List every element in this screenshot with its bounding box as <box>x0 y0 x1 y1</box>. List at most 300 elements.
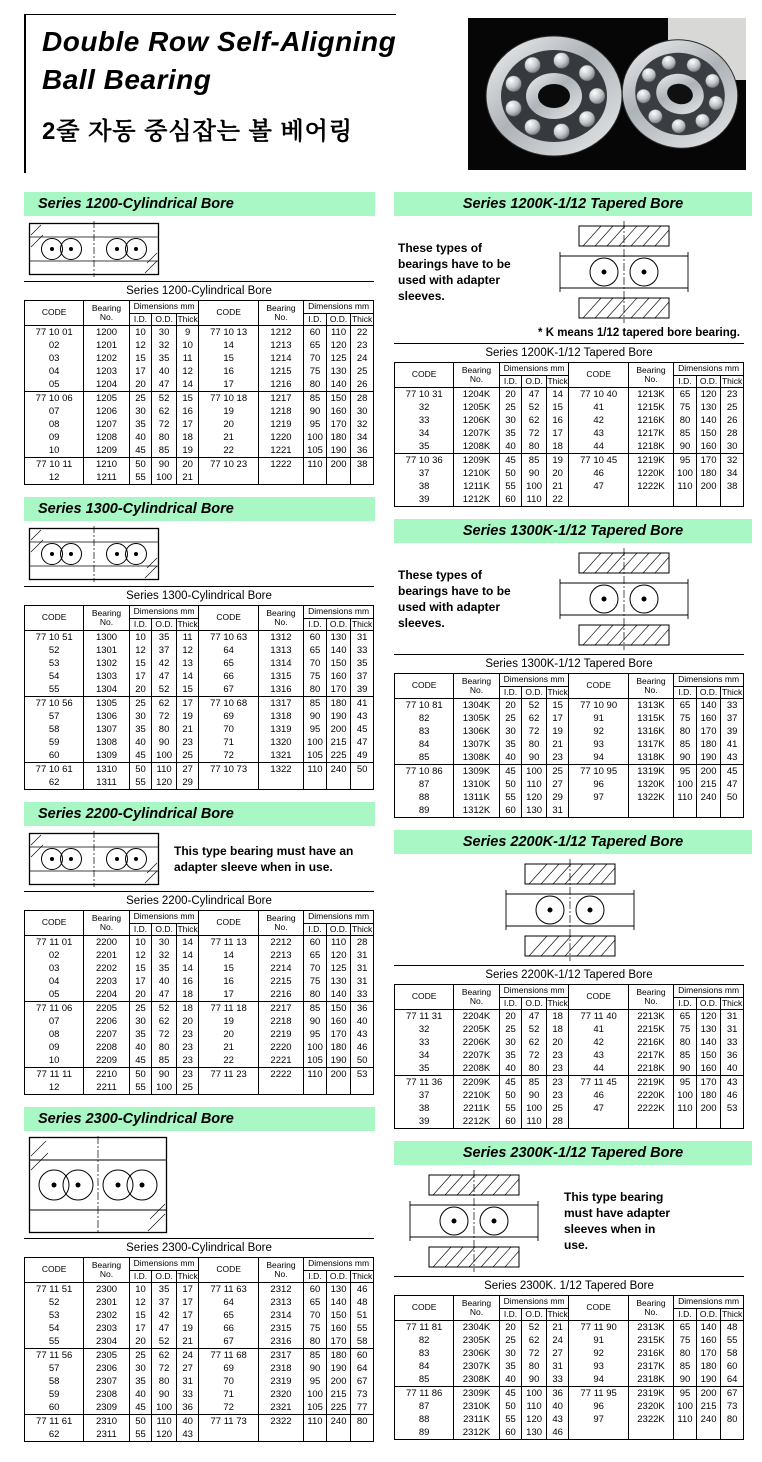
cell: 120 <box>326 339 350 352</box>
cell: 2209K <box>454 1076 499 1090</box>
cell <box>569 493 628 507</box>
cell: 52 <box>522 1023 546 1036</box>
cell: 66 <box>199 1322 258 1335</box>
cell: 35 <box>395 1062 454 1076</box>
cell: 110 <box>522 778 546 791</box>
table-row <box>25 1349 374 1363</box>
cell: 59 <box>25 1388 84 1401</box>
cell: 1312 <box>258 631 303 645</box>
cell: 58 <box>351 1335 374 1349</box>
column-header: O.D. <box>522 1308 546 1321</box>
cell: 47 <box>152 670 176 683</box>
cell: 80 <box>522 738 546 751</box>
table-row <box>395 1089 744 1102</box>
column-header: CODE <box>569 1296 628 1321</box>
column-header: Thick <box>721 375 743 386</box>
cell: 65 <box>304 1296 327 1309</box>
series-2200k-table <box>394 985 744 1129</box>
cell: 16 <box>546 414 569 427</box>
series-2300k-table <box>394 1296 744 1440</box>
cell: 1200 <box>84 326 129 340</box>
cell: 1209K <box>454 454 499 468</box>
cell: 47 <box>721 778 744 791</box>
cell: 1213K <box>628 388 673 402</box>
cell: 2315 <box>258 1322 303 1335</box>
cell: 24 <box>546 1334 569 1347</box>
cell: 80 <box>674 1347 697 1360</box>
cell: 100 <box>522 1387 546 1401</box>
cell: 80 <box>152 1375 176 1388</box>
cell: 1316K <box>628 725 673 738</box>
cell: 1222 <box>258 458 303 472</box>
cell: 2222K <box>628 1102 673 1115</box>
cell: 92 <box>569 725 628 738</box>
cell: 2306 <box>84 1362 129 1375</box>
cell: 2310 <box>84 1415 129 1429</box>
tapered-bore-diagram <box>398 1170 550 1272</box>
column-header: Dimensions mm <box>304 911 374 923</box>
cell: 1208K <box>454 440 499 454</box>
table-row <box>25 1335 374 1349</box>
cell: 1217K <box>628 427 673 440</box>
cell: 80 <box>721 1413 744 1426</box>
cell: 2218 <box>258 1015 303 1028</box>
cell: 1206K <box>454 414 499 427</box>
cell: 110 <box>304 458 327 472</box>
table-row <box>25 975 374 988</box>
cell: 200 <box>326 458 350 472</box>
cell: 200 <box>696 765 720 779</box>
column-header: Dimensions mm <box>499 674 569 686</box>
table-row <box>395 1334 744 1347</box>
table-row <box>395 1400 744 1413</box>
cell: 160 <box>696 440 720 454</box>
cell: 125 <box>326 352 350 365</box>
column-header: CODE <box>395 985 454 1010</box>
cell: 2216 <box>258 988 303 1002</box>
cell: 19 <box>176 1322 199 1335</box>
cell: 12 <box>25 471 84 485</box>
table-row <box>395 751 744 765</box>
cell: 30 <box>129 710 152 723</box>
cell: 30 <box>499 725 522 738</box>
cell: 77 10 31 <box>395 388 454 402</box>
cell: 31 <box>351 975 374 988</box>
cell: 77 10 13 <box>199 326 258 340</box>
cell: 110 <box>522 1400 546 1413</box>
cell: 49 <box>351 749 374 763</box>
cell: 1318 <box>258 710 303 723</box>
column-header: Bearing No. <box>258 911 303 936</box>
cell: 37 <box>721 712 744 725</box>
column-header: Dimensions mm <box>674 674 744 686</box>
cell: 40 <box>129 1041 152 1054</box>
cell: 23 <box>176 736 199 749</box>
cell: 1218K <box>628 440 673 454</box>
page-title-block <box>24 14 396 173</box>
cell: 43 <box>351 1028 374 1041</box>
table-row <box>25 444 374 458</box>
cell: 1311 <box>84 776 129 790</box>
bearing-photo-left <box>486 36 622 156</box>
cell: 47 <box>522 1010 546 1024</box>
cell: 90 <box>674 440 697 454</box>
cell: 89 <box>395 804 454 818</box>
cell: 31 <box>546 1360 569 1373</box>
cell: 45 <box>129 1054 152 1068</box>
cell: 2319K <box>628 1387 673 1401</box>
table-row <box>395 1413 744 1426</box>
cell: 2316K <box>628 1347 673 1360</box>
series-1200k-note: These types of bearings have to be used with adapter sleeves. <box>398 240 511 304</box>
table-row <box>25 1401 374 1415</box>
cell: 27 <box>546 1347 569 1360</box>
cell: 77 11 31 <box>395 1010 454 1024</box>
column-header: Thick <box>547 997 568 1008</box>
cell: 43 <box>721 1076 744 1090</box>
cell: 50 <box>499 1089 522 1102</box>
cell <box>674 493 697 507</box>
cell: 35 <box>129 1028 152 1041</box>
cell: 1206 <box>84 405 129 418</box>
cell: 1217 <box>258 392 303 406</box>
cell: 22 <box>199 444 258 458</box>
cell: 45 <box>499 1076 522 1090</box>
cell: 100 <box>304 736 327 749</box>
table-row <box>395 1347 744 1360</box>
cell: 28 <box>351 936 374 950</box>
table-row <box>395 1321 744 1335</box>
cell <box>696 1426 720 1440</box>
cell: 60 <box>304 631 327 645</box>
table-row <box>25 631 374 645</box>
cell: 57 <box>25 1362 84 1375</box>
column-header: Bearing No. <box>628 363 673 388</box>
cell: 55 <box>129 1428 152 1442</box>
cell: 77 11 11 <box>25 1068 84 1082</box>
cell: 95 <box>304 723 327 736</box>
column-header: Bearing No. <box>454 1296 499 1321</box>
table-row <box>25 670 374 683</box>
cell: 17 <box>199 378 258 392</box>
cell <box>258 1081 303 1095</box>
column-header: I.D. <box>304 618 327 631</box>
cell: 190 <box>326 1054 350 1068</box>
cell: 33 <box>721 1036 744 1049</box>
series-2200k-table-title: Series 2200K-1/12 Tapered Bore <box>394 965 744 985</box>
cell: 25 <box>129 697 152 711</box>
table-row <box>25 1322 374 1335</box>
cell: 1317K <box>628 738 673 751</box>
table-row <box>25 962 374 975</box>
cell: 2319 <box>258 1375 303 1388</box>
cell: 1203 <box>84 365 129 378</box>
table-row <box>25 683 374 697</box>
cell: 77 11 90 <box>569 1321 628 1335</box>
column-header: CODE <box>569 363 628 388</box>
cell: 05 <box>25 378 84 392</box>
cell: 21 <box>199 431 258 444</box>
cell: 90 <box>152 736 176 749</box>
cell: 70 <box>304 962 327 975</box>
cell: 17 <box>199 988 258 1002</box>
cell: 47 <box>351 736 374 749</box>
cell: 33 <box>395 1036 454 1049</box>
cell: 140 <box>326 988 350 1002</box>
cell: 35 <box>152 631 176 645</box>
cell: 55 <box>499 480 522 493</box>
cell: 2309K <box>454 1387 499 1401</box>
cell: 2307K <box>454 1360 499 1373</box>
column-header: Bearing No. <box>258 1258 303 1283</box>
cell: 77 11 45 <box>569 1076 628 1090</box>
cell: 200 <box>696 1102 720 1115</box>
cell: 90 <box>522 1089 546 1102</box>
cell: 15 <box>176 683 199 697</box>
cell: 23 <box>351 339 374 352</box>
cell <box>628 493 673 507</box>
column-header: Dimensions mm <box>304 606 374 618</box>
table-row <box>25 326 374 340</box>
table-row <box>25 988 374 1002</box>
cell: 52 <box>152 1335 176 1349</box>
cell: 55 <box>499 1413 522 1426</box>
cell: 1210 <box>84 458 129 472</box>
cell: 1316 <box>258 683 303 697</box>
cell: 18 <box>176 988 199 1002</box>
cell: 2201 <box>84 949 129 962</box>
cell: 45 <box>351 723 374 736</box>
cell: 21 <box>176 723 199 736</box>
cell: 03 <box>25 352 84 365</box>
cell: 85 <box>674 1360 697 1373</box>
cell: 52 <box>522 401 546 414</box>
cell: 26 <box>351 378 374 392</box>
cell: 1220K <box>628 467 673 480</box>
cell: 2312 <box>258 1283 303 1297</box>
series-2200-table <box>24 911 374 1095</box>
cell: 15 <box>129 1309 152 1322</box>
cell: 46 <box>546 1426 569 1440</box>
column-header: Bearing No. <box>84 301 129 326</box>
table-row <box>25 392 374 406</box>
cell: 140 <box>326 378 350 392</box>
cell: 170 <box>326 1335 350 1349</box>
page-title-line-1: Double Row Self-Aligning <box>42 26 397 57</box>
cell: 77 11 40 <box>569 1010 628 1024</box>
cell: 1210K <box>454 467 499 480</box>
tapered-bore-diagram <box>494 859 646 961</box>
cell: 80 <box>674 1036 697 1049</box>
cell: 14 <box>176 949 199 962</box>
cell: 35 <box>499 1360 522 1373</box>
cell: 77 10 90 <box>569 699 628 713</box>
cell: 120 <box>696 388 720 402</box>
cell: 93 <box>569 738 628 751</box>
cell: 110 <box>674 480 697 493</box>
cell: 82 <box>395 712 454 725</box>
section-series-2300 <box>24 1107 374 1442</box>
column-header: Bearing No. <box>258 301 303 326</box>
cell: 1305K <box>454 712 499 725</box>
cell: 2313K <box>628 1321 673 1335</box>
table-row <box>25 471 374 485</box>
table-row <box>395 467 744 480</box>
cell: 60 <box>304 326 327 340</box>
column-header: Thick <box>351 1270 373 1281</box>
cell: 1322K <box>628 791 673 804</box>
cell: 16 <box>176 405 199 418</box>
cell: 80 <box>304 683 327 697</box>
cell: 77 11 61 <box>25 1415 84 1429</box>
column-header: Dimensions mm <box>674 1296 744 1308</box>
cell: 88 <box>395 791 454 804</box>
column-header: O.D. <box>522 375 546 388</box>
series-2200-note: This type bearing must have an adapter sleeve when in use. <box>174 843 354 874</box>
cell: 45 <box>129 749 152 763</box>
cell <box>721 804 744 818</box>
cell: 85 <box>304 392 327 406</box>
tapered-bore-diagram <box>548 548 700 650</box>
cell: 95 <box>674 1076 697 1090</box>
cell: 58 <box>25 723 84 736</box>
cell: 03 <box>25 962 84 975</box>
cell: 39 <box>351 683 374 697</box>
cell: 1212K <box>454 493 499 507</box>
table-row <box>25 1283 374 1297</box>
cell: 52 <box>152 683 176 697</box>
cell: 2204 <box>84 988 129 1002</box>
column-header: Thick <box>351 618 373 629</box>
cell: 46 <box>721 1089 744 1102</box>
cell: 70 <box>304 657 327 670</box>
cell: 1222K <box>628 480 673 493</box>
column-header: CODE <box>199 911 258 936</box>
cell: 47 <box>522 388 546 402</box>
cell: 53 <box>351 1068 374 1082</box>
column-header: Thick <box>547 375 568 386</box>
cell: 80 <box>674 414 697 427</box>
series-2300-banner: Series 2300-Cylindrical Bore <box>24 1107 375 1131</box>
cell: 35 <box>395 440 454 454</box>
cell: 1313 <box>258 644 303 657</box>
column-header: Thick <box>177 313 198 324</box>
cell: 25 <box>546 765 569 779</box>
column-header: I.D. <box>304 1270 327 1283</box>
cell: 11 <box>176 631 199 645</box>
cell: 2309 <box>84 1401 129 1415</box>
cell: 50 <box>129 1068 152 1082</box>
bearing-photos <box>468 18 746 175</box>
column-header: CODE <box>25 1258 84 1283</box>
cell: 105 <box>304 749 327 763</box>
cell: 66 <box>199 670 258 683</box>
cell: 2303 <box>84 1322 129 1335</box>
cell: 240 <box>326 1415 350 1429</box>
cell: 20 <box>546 467 569 480</box>
cell: 1308 <box>84 736 129 749</box>
cell: 25 <box>129 1002 152 1016</box>
column-header: I.D. <box>674 686 697 699</box>
cell: 72 <box>152 710 176 723</box>
cell: 51 <box>351 1309 374 1322</box>
cell: 160 <box>326 670 350 683</box>
cell: 90 <box>304 1362 327 1375</box>
cell: 69 <box>199 710 258 723</box>
column-header: Thick <box>351 923 373 934</box>
column-header: I.D. <box>129 313 152 326</box>
cell: 35 <box>129 723 152 736</box>
cell: 100 <box>304 1388 327 1401</box>
cell <box>628 1115 673 1129</box>
cell: 45 <box>499 454 522 468</box>
cell: 16 <box>199 975 258 988</box>
table-row <box>395 1387 744 1401</box>
cell: 21 <box>176 1335 199 1349</box>
cell: 39 <box>395 1115 454 1129</box>
cell: 77 10 56 <box>25 697 84 711</box>
cell: 1314 <box>258 657 303 670</box>
cell: 170 <box>696 1347 720 1360</box>
cell: 1214 <box>258 352 303 365</box>
cell: 2213 <box>258 949 303 962</box>
cell: 2311 <box>84 1428 129 1442</box>
table-row <box>25 1428 374 1442</box>
cell: 100 <box>522 765 546 779</box>
cell: 2308 <box>84 1388 129 1401</box>
cell: 75 <box>674 401 697 414</box>
cell: 1211K <box>454 480 499 493</box>
cell: 59 <box>25 736 84 749</box>
cell: 77 10 06 <box>25 392 84 406</box>
column-header: I.D. <box>499 375 522 388</box>
cell: 36 <box>351 1002 374 1016</box>
cell: 77 11 56 <box>25 1349 84 1363</box>
column-header: O.D. <box>326 618 350 631</box>
cell: 170 <box>326 418 350 431</box>
cell: 55 <box>129 1081 152 1095</box>
table-row <box>395 804 744 818</box>
cell: 37 <box>351 670 374 683</box>
cell: 160 <box>696 1062 720 1076</box>
column-header: CODE <box>199 1258 258 1283</box>
cell: 25 <box>721 401 744 414</box>
table-row <box>395 712 744 725</box>
cell: 70 <box>304 352 327 365</box>
series-2300-table-title: Series 2300-Cylindrical Bore <box>24 1238 374 1258</box>
cell: 93 <box>569 1360 628 1373</box>
cell: 2209 <box>84 1054 129 1068</box>
cell: 83 <box>395 725 454 738</box>
cell: 40 <box>152 365 176 378</box>
column-header: O.D. <box>696 1308 720 1321</box>
cell: 2219K <box>628 1076 673 1090</box>
cell: 43 <box>569 427 628 440</box>
cell: 85 <box>674 738 697 751</box>
series-1200k-banner: Series 1200K-1/12 Tapered Bore <box>394 192 752 216</box>
cell: 190 <box>696 1373 720 1387</box>
cell: 2213K <box>628 1010 673 1024</box>
cell: 10 <box>25 1054 84 1068</box>
cell: 77 10 11 <box>25 458 84 472</box>
cell: 20 <box>176 458 199 472</box>
column-header: Thick <box>721 686 743 697</box>
series-1300k-table <box>394 674 744 818</box>
table-row <box>395 791 744 804</box>
cell: 18 <box>546 440 569 454</box>
cell: 21 <box>546 738 569 751</box>
cell: 41 <box>721 738 744 751</box>
